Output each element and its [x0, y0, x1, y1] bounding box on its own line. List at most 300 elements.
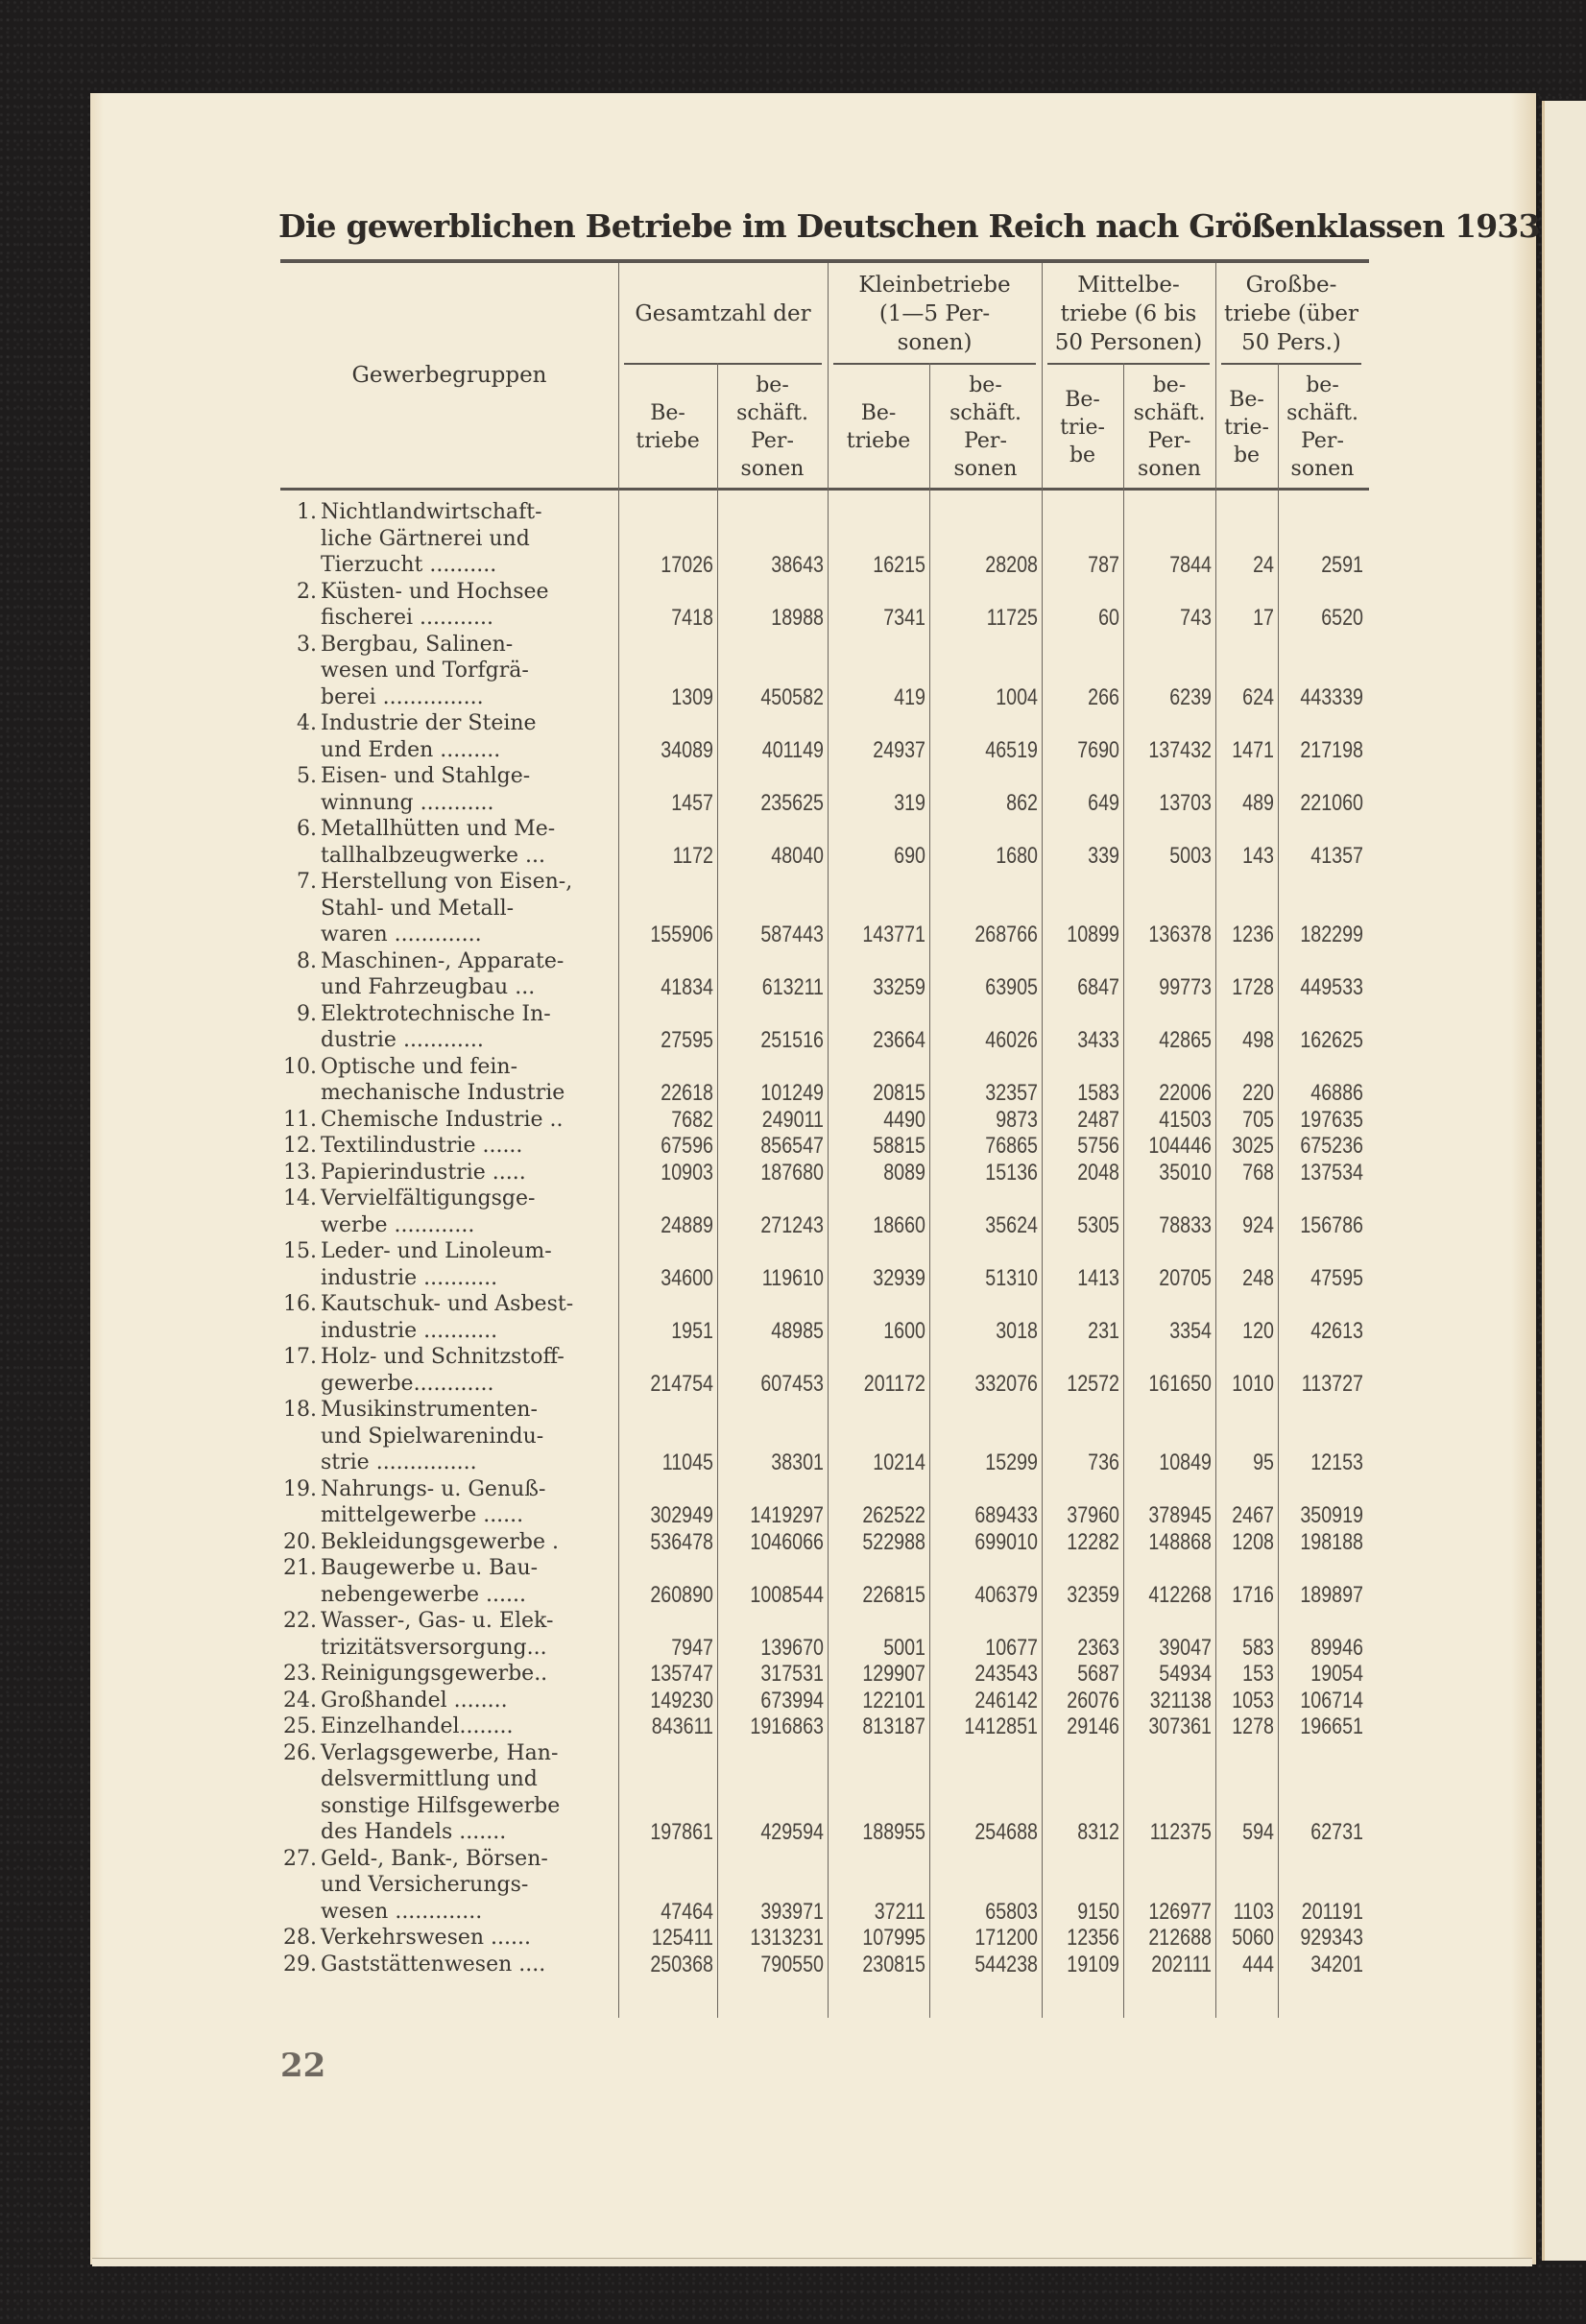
table-cell: 139670 — [760, 1634, 824, 1661]
table-cell: 11725 — [986, 605, 1038, 631]
table-cell: 544238 — [974, 1951, 1038, 1977]
table-cell: 17026 — [661, 552, 713, 578]
table-cell: 95 — [1253, 1450, 1274, 1475]
column-divider — [1278, 363, 1279, 2018]
table-cell: 1716 — [1232, 1581, 1274, 1608]
subcolumn-header-8: Per- — [1301, 429, 1344, 453]
table-cell: 583 — [1242, 1634, 1274, 1661]
table-cell: 536478 — [650, 1528, 713, 1555]
row-number: 3. — [297, 632, 317, 657]
row-label-line — [280, 1371, 607, 1398]
row-label-line — [280, 1529, 607, 1556]
table-cell: 27595 — [661, 1027, 713, 1053]
group-sub-rule — [833, 363, 1036, 365]
row-number: 22. — [283, 1609, 317, 1633]
table-cell: 101249 — [760, 1080, 824, 1106]
table-cell: 8312 — [1077, 1819, 1119, 1845]
table-cell: 10677 — [985, 1634, 1038, 1661]
table-cell: 1457 — [671, 789, 713, 816]
table-cell: 220 — [1242, 1080, 1274, 1106]
row-label-line — [280, 1212, 607, 1239]
row-label-text: Gaststättenwesen .... — [321, 1952, 546, 1977]
row-label-text: wesen und Torfgrä- — [321, 659, 529, 683]
table-cell: 1951 — [671, 1317, 713, 1344]
table-cell: 18660 — [873, 1211, 925, 1238]
row-label-text: Verkehrswesen ...... — [321, 1926, 532, 1950]
table-cell: 162625 — [1300, 1027, 1363, 1053]
row-label-text: Wasser-, Gas- u. Elek- — [321, 1609, 554, 1633]
table-cell: 317531 — [760, 1661, 824, 1687]
row-label-line — [280, 1502, 607, 1529]
column-divider — [1123, 363, 1124, 2018]
table-cell: 7418 — [671, 605, 713, 631]
row-label — [280, 1186, 607, 1238]
group-sub-rule — [1221, 363, 1361, 365]
group-header-1: Gesamtzahl der — [635, 301, 811, 326]
row-number: 6. — [297, 817, 317, 841]
table-cell: 35624 — [985, 1211, 1038, 1238]
column-divider — [1042, 263, 1043, 2018]
subcolumn-header-4: schäft. — [949, 401, 1021, 425]
row-label-text: industrie ........... — [321, 1265, 498, 1290]
table-cell: 188955 — [862, 1819, 925, 1845]
row-label-text: Nahrungs- u. Genuß- — [321, 1476, 546, 1501]
row-number: 21. — [283, 1556, 317, 1580]
table-cell: 155906 — [650, 922, 713, 947]
table-cell: 212688 — [1148, 1925, 1212, 1951]
table-cell: 196651 — [1300, 1713, 1363, 1739]
row-label-text: und Versicherungs- — [321, 1873, 529, 1897]
table-cell: 9873 — [996, 1106, 1038, 1133]
row-label-line — [280, 1397, 607, 1424]
table-cell: 339 — [1088, 842, 1119, 869]
row-label — [280, 1608, 607, 1661]
row-number: 17. — [283, 1345, 317, 1369]
table-cell: 32939 — [873, 1264, 925, 1291]
row-label-text: waren ............. — [321, 922, 482, 946]
row-label-text: delsvermittlung und — [321, 1767, 538, 1791]
row-label-line — [280, 1555, 607, 1582]
row-label — [280, 1740, 607, 1846]
row-label-text: Holz- und Schnitzstoff- — [321, 1345, 565, 1369]
table-cell: 12282 — [1067, 1528, 1119, 1555]
row-label-text: und Spielwarenindu- — [321, 1424, 544, 1449]
row-label-line — [280, 579, 607, 606]
table-cell: 120 — [1242, 1317, 1274, 1344]
table-cell: 16215 — [873, 552, 925, 578]
row-label-line — [280, 1080, 607, 1107]
row-number: 18. — [283, 1398, 317, 1422]
table-cell: 8089 — [883, 1159, 925, 1186]
table-cell: 429594 — [760, 1819, 824, 1845]
table-cell: 736 — [1088, 1450, 1119, 1475]
table-cell: 22006 — [1159, 1080, 1212, 1106]
row-number: 10. — [283, 1054, 317, 1079]
table-cell: 20815 — [873, 1080, 925, 1106]
group-header-3: 50 Personen) — [1054, 330, 1203, 355]
subcolumn-header-1: triebe — [636, 429, 700, 453]
row-label-text: sonstige Hilfsgewerbe — [321, 1793, 561, 1818]
table-cell: 34600 — [661, 1264, 713, 1291]
row-label-text: Verlagsgewerbe, Han- — [321, 1740, 559, 1765]
subcolumn-header-4: sonen — [953, 457, 1018, 481]
table-cell: 498 — [1242, 1027, 1274, 1053]
table-cell: 5687 — [1077, 1661, 1119, 1687]
table-cell: 129907 — [862, 1661, 925, 1687]
table-cell: 862 — [1006, 789, 1038, 816]
table-cell: 2363 — [1077, 1634, 1119, 1661]
table-cell: 412268 — [1148, 1581, 1212, 1608]
row-label-line — [280, 1740, 607, 1767]
table-cell: 1916863 — [750, 1713, 824, 1739]
table-cell: 401149 — [761, 736, 824, 763]
row-label-line — [280, 1952, 607, 1978]
row-label-line — [280, 1027, 607, 1054]
table-cell: 4490 — [883, 1106, 925, 1133]
row-number: 24. — [283, 1688, 317, 1713]
row-label-line — [280, 1608, 607, 1635]
table-cell: 65803 — [985, 1898, 1038, 1925]
table-cell: 1728 — [1232, 974, 1274, 1000]
row-label-text: mechanische Industrie — [321, 1081, 565, 1105]
row-label — [280, 1133, 607, 1160]
row-label-text: wesen ............. — [321, 1899, 483, 1924]
table-cell: 37211 — [874, 1898, 925, 1925]
table-cell: 262522 — [862, 1502, 925, 1528]
row-number: 14. — [283, 1186, 317, 1210]
row-number: 11. — [283, 1107, 317, 1132]
subcolumn-header-1: Be- — [650, 401, 685, 425]
table-cell: 201172 — [863, 1370, 925, 1397]
row-number: 19. — [283, 1476, 317, 1501]
table-cell: 11045 — [661, 1450, 713, 1475]
row-label-line — [280, 499, 607, 526]
row-number: 2. — [297, 579, 317, 604]
row-label — [280, 1054, 607, 1107]
table-cell: 5001 — [883, 1634, 925, 1661]
adjacent-page — [1542, 101, 1586, 2261]
table-cell: 19109 — [1067, 1951, 1119, 1977]
table-cell: 32359 — [1067, 1581, 1119, 1608]
table-cell: 41834 — [661, 974, 713, 1000]
row-label-text: nebengewerbe ...... — [321, 1582, 526, 1607]
subcolumn-header-6: schäft. — [1133, 401, 1206, 425]
table-cell: 38643 — [771, 552, 824, 578]
row-label-line — [280, 1001, 607, 1028]
table-cell: 307361 — [1148, 1713, 1212, 1739]
table-cell: 624 — [1242, 683, 1274, 710]
table-cell: 28208 — [985, 552, 1038, 578]
row-label-text: strie ............... — [321, 1450, 477, 1474]
row-label-text: Leder- und Linoleum- — [321, 1239, 552, 1263]
row-label — [280, 1555, 607, 1608]
row-label — [280, 1397, 607, 1476]
table-cell: 2467 — [1232, 1502, 1274, 1528]
table-cell: 48985 — [771, 1317, 824, 1344]
table-cell: 136378 — [1148, 922, 1212, 947]
table-cell: 689433 — [974, 1502, 1038, 1528]
row-label-line — [280, 843, 607, 870]
table-cell: 1583 — [1077, 1080, 1119, 1106]
table-cell: 9150 — [1077, 1898, 1119, 1925]
row-label-text: Industrie der Steine — [321, 711, 537, 735]
table-cell: 3354 — [1169, 1317, 1212, 1344]
row-label-line — [280, 1793, 607, 1820]
column-divider — [929, 363, 930, 2018]
row-number: 16. — [283, 1292, 317, 1316]
table-cell: 444 — [1242, 1951, 1274, 1977]
row-label-line — [280, 948, 607, 975]
row-label-line — [280, 816, 607, 843]
table-cell: 46026 — [985, 1027, 1038, 1053]
row-label-line — [280, 1925, 607, 1952]
table-cell: 250368 — [650, 1951, 713, 1977]
table-cell: 156786 — [1300, 1211, 1363, 1238]
table-cell: 673994 — [760, 1687, 824, 1713]
table-cell: 12572 — [1067, 1370, 1119, 1397]
table-cell: 48040 — [771, 842, 824, 869]
row-label-line — [280, 710, 607, 737]
table-cell: 122101 — [862, 1687, 925, 1713]
table-cell: 12356 — [1067, 1925, 1119, 1951]
row-label-line — [280, 763, 607, 790]
table-cell: 54934 — [1159, 1661, 1212, 1687]
table-cell: 35010 — [1159, 1159, 1212, 1186]
row-label-text: Chemische Industrie .. — [321, 1107, 564, 1132]
table-cell: 24889 — [661, 1211, 713, 1238]
row-label-line — [280, 1107, 607, 1134]
table-cell: 37960 — [1067, 1502, 1119, 1528]
row-label-line — [280, 1424, 607, 1450]
row-label-line — [280, 1872, 607, 1899]
table-cell: 171200 — [974, 1925, 1038, 1951]
table-cell: 790550 — [760, 1951, 824, 1977]
row-label-text: Herstellung von Eisen-, — [321, 870, 573, 894]
row-label-text: Maschinen-, Apparate- — [321, 948, 565, 973]
row-label-text: Einzelhandel........ — [321, 1714, 514, 1738]
table-cell: 33259 — [873, 974, 925, 1000]
row-label-text: Textilindustrie ...... — [321, 1134, 523, 1158]
row-label — [280, 1846, 607, 1926]
row-label — [280, 1713, 607, 1740]
table-cell: 787 — [1088, 552, 1119, 578]
row-number: 28. — [283, 1926, 317, 1950]
row-number: 23. — [283, 1662, 317, 1686]
table-cell: 13703 — [1159, 789, 1212, 816]
row-label-line — [280, 1133, 607, 1160]
table-cell: 3018 — [996, 1317, 1038, 1344]
row-label — [280, 499, 607, 579]
table-cell: 19054 — [1310, 1661, 1363, 1687]
row-label-line — [280, 1899, 607, 1926]
table-cell: 350919 — [1300, 1502, 1363, 1528]
table-cell: 42613 — [1310, 1317, 1363, 1344]
row-number: 20. — [283, 1529, 317, 1554]
row-label — [280, 1238, 607, 1291]
row-label — [280, 1925, 607, 1952]
row-label-text: Musikinstrumenten- — [321, 1398, 538, 1422]
row-number: 15. — [283, 1239, 317, 1263]
row-label-text: werbe ............ — [321, 1212, 475, 1237]
table-cell: 7341 — [883, 605, 925, 631]
table-cell: 260890 — [650, 1581, 713, 1608]
table-cell: 321138 — [1149, 1687, 1212, 1713]
table-cell: 22618 — [661, 1080, 713, 1106]
table-cell: 10849 — [1159, 1450, 1212, 1475]
table-cell: 41357 — [1310, 842, 1363, 869]
table-cell: 38301 — [771, 1450, 824, 1475]
table-cell: 699010 — [974, 1528, 1038, 1555]
table-cell: 924 — [1242, 1211, 1274, 1238]
column-divider — [618, 263, 619, 2018]
table-cell: 18988 — [771, 605, 824, 631]
page-edge — [92, 2258, 1532, 2266]
table-cell: 26076 — [1067, 1687, 1119, 1713]
table-cell: 47464 — [661, 1898, 713, 1925]
subcolumn-header-7: be — [1233, 443, 1261, 467]
row-label-text: berei ............... — [321, 684, 484, 709]
row-label-text: mittelgewerbe ...... — [321, 1503, 524, 1527]
row-number: 5. — [297, 764, 317, 788]
subcolumn-header-6: sonen — [1138, 457, 1201, 481]
table-cell: 649 — [1088, 789, 1119, 816]
table-cell: 5003 — [1169, 842, 1212, 869]
table-cell: 41503 — [1159, 1106, 1212, 1133]
subcolumn-header-7: trie- — [1224, 415, 1269, 440]
table-cell: 161650 — [1148, 1370, 1212, 1397]
table-cell: 62731 — [1310, 1819, 1363, 1845]
table-cell: 1471 — [1232, 736, 1274, 763]
group-header-4: 50 Pers.) — [1241, 330, 1341, 355]
row-number: 7. — [297, 870, 317, 894]
table-cell: 10899 — [1067, 922, 1119, 947]
subcolumn-header-7: Be- — [1229, 387, 1264, 412]
table-cell: 319 — [894, 789, 925, 816]
subcolumn-header-8: be- — [1306, 373, 1339, 397]
row-label-line — [280, 1713, 607, 1740]
table-cell: 768 — [1242, 1159, 1274, 1186]
row-label-text: Optische und fein- — [321, 1054, 518, 1079]
table-cell: 254688 — [974, 1819, 1038, 1845]
table-cell: 113727 — [1301, 1370, 1363, 1397]
row-label — [280, 579, 607, 632]
row-label-text: und Erden ......... — [321, 737, 501, 762]
row-label — [280, 1107, 607, 1134]
row-number: 29. — [283, 1952, 317, 1977]
row-label-line — [280, 1265, 607, 1292]
row-label-text: Baugewerbe u. Bau- — [321, 1556, 539, 1580]
row-label-line — [280, 1688, 607, 1714]
subcolumn-header-4: be- — [969, 373, 1002, 397]
row-label-text: Geld-, Bank-, Börsen- — [321, 1846, 548, 1871]
table-cell: 76865 — [985, 1133, 1038, 1159]
table-cell: 332076 — [974, 1370, 1038, 1397]
row-label-line — [280, 790, 607, 817]
row-label-text: Tierzucht .......... — [321, 553, 497, 577]
row-label-text: Nichtlandwirtschaft- — [321, 500, 542, 524]
table-cell: 522988 — [862, 1528, 925, 1555]
table-cell: 119610 — [761, 1264, 824, 1291]
subcolumn-header-5: trie- — [1060, 415, 1105, 440]
column-divider — [1215, 263, 1216, 2018]
row-label-text: des Handels ....... — [321, 1820, 507, 1844]
row-number: 13. — [283, 1160, 317, 1185]
table-cell: 743 — [1180, 605, 1212, 631]
table-cell: 135747 — [650, 1661, 713, 1687]
row-number: 9. — [297, 1001, 317, 1026]
table-cell: 137432 — [1148, 736, 1212, 763]
group-sub-rule — [1047, 363, 1210, 365]
subcolumn-header-8: schäft. — [1286, 401, 1358, 425]
row-label-line — [280, 1476, 607, 1503]
column-divider — [717, 363, 718, 2018]
group-header-3: Mittelbe- — [1077, 273, 1180, 298]
group-header-2: (1—5 Per- — [878, 301, 991, 326]
row-label-text: fischerei ........... — [321, 606, 493, 630]
table-cell: 46519 — [985, 736, 1038, 763]
table-cell: 148868 — [1148, 1528, 1212, 1555]
table-cell: 1172 — [672, 842, 713, 869]
row-label-line — [280, 526, 607, 553]
table-cell: 143 — [1242, 842, 1274, 869]
row-label-text: Bekleidungsgewerbe . — [321, 1529, 559, 1554]
table-cell: 6847 — [1077, 974, 1119, 1000]
table-cell: 2591 — [1321, 552, 1363, 578]
table-cell: 104446 — [1148, 1133, 1212, 1159]
table-cell: 78833 — [1159, 1211, 1212, 1238]
table-cell: 230815 — [862, 1951, 925, 1977]
group-header-2: sonen) — [897, 330, 973, 355]
table-cell: 419 — [894, 683, 925, 710]
table-cell: 587443 — [760, 922, 824, 947]
table-cell: 268766 — [974, 922, 1038, 947]
table-cell: 231 — [1088, 1317, 1119, 1344]
row-label — [280, 1291, 607, 1344]
row-label-line — [280, 684, 607, 711]
row-label-line — [280, 1661, 607, 1688]
subcolumn-header-3: Be- — [860, 401, 897, 425]
row-label-line — [280, 1054, 607, 1081]
row-label-line — [280, 658, 607, 684]
table-cell: 1008544 — [750, 1581, 824, 1608]
column-divider — [828, 263, 829, 2018]
row-label-line — [280, 1318, 607, 1345]
row-number: 26. — [283, 1740, 317, 1765]
table-cell: 1600 — [883, 1317, 925, 1344]
row-label — [280, 948, 607, 1001]
row-label — [280, 869, 607, 948]
row-label-text: Vervielfältigungsge- — [321, 1186, 536, 1210]
table-cell: 813187 — [862, 1713, 925, 1739]
table-cell: 7690 — [1077, 736, 1119, 763]
row-label — [280, 1001, 607, 1054]
table-cell: 1046066 — [750, 1528, 824, 1555]
row-label-line — [280, 1846, 607, 1873]
table-cell: 7844 — [1169, 552, 1212, 578]
table-cell: 197635 — [1300, 1106, 1363, 1133]
table-cell: 153 — [1242, 1661, 1274, 1687]
table-cell: 266 — [1088, 683, 1119, 710]
table-cell: 107995 — [862, 1925, 925, 1951]
row-label — [280, 1952, 607, 1978]
table-cell: 126977 — [1148, 1898, 1212, 1925]
subcolumn-header-2: sonen — [740, 457, 805, 481]
table-title: Die gewerblichen Betriebe im Deutschen Reich nach Größenklassen 1933 — [278, 207, 1540, 245]
row-label-line — [280, 1450, 607, 1476]
table-cell: 1004 — [996, 683, 1038, 710]
row-label — [280, 763, 607, 816]
group-header-2: Kleinbetriebe — [858, 273, 1011, 298]
